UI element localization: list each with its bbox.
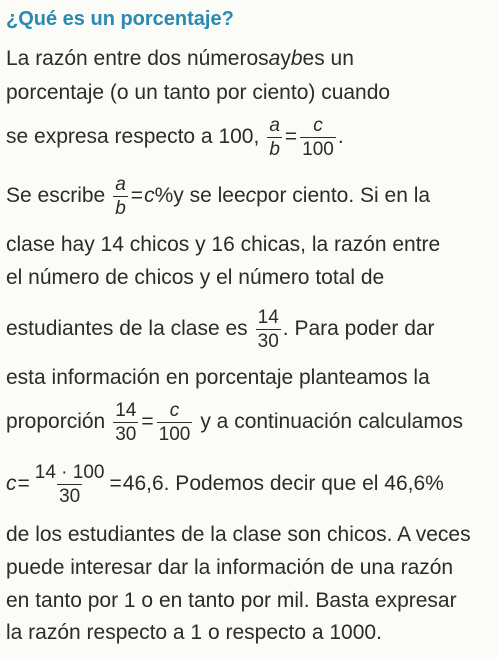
var-a: a — [268, 47, 281, 70]
text-line-6: el número de chicos y el número total de — [6, 266, 385, 289]
text-line-9: proporción $\frac{14}{30}$ = $\frac{c}{100}$ y a continuación calculamos — [6, 399, 463, 445]
fraction-a-over-b: $\frac{a}{b}$ — [269, 114, 280, 160]
text-line-7: estudiantes de la clase es $\frac{14}{30}$ . Para poder dar — [6, 306, 435, 352]
text-line-8: esta información en porcentaje planteamos la — [6, 366, 430, 389]
section-title: ¿Qué es un porcentaje? — [6, 8, 234, 30]
text: se expresa respecto a 100, — [6, 125, 260, 148]
fraction-c-over-100: $\frac{c}{100}$ — [302, 114, 334, 160]
text: es un — [302, 47, 354, 70]
text-line-3: se expresa respecto a 100, $\frac{a}{b}$ = $\frac{c}{100}$ . — [6, 114, 344, 160]
text-line-1 — [6, 46, 354, 72]
fraction-14-over-30: $\frac{14}{30}$ — [257, 306, 279, 352]
text-line-2: porcentaje (o un tanto por ciento) cuando — [6, 81, 391, 104]
text-line-13: en tanto por 1 o en tanto por mil. Basta expresar — [6, 589, 457, 612]
text-line-4: Se escribe $\frac{a}{b}$ = c % y se lee c por ciento. Si en la — [6, 173, 431, 219]
text: Se escribe — [6, 184, 106, 207]
var-b: b — [290, 47, 303, 70]
fraction-a-over-b: $\frac{a}{b}$ — [115, 173, 126, 219]
text: La razón entre dos números — [6, 47, 269, 70]
text: y — [280, 47, 291, 70]
text-line-14: la razón respecto a 1 o respecto a 1000. — [6, 621, 382, 644]
text-line-5: clase hay 14 chicos y 16 chicas, la razón entre — [6, 233, 441, 256]
fraction-1400-over-30: $\frac{14 \cdot 100}{30}$ — [34, 461, 105, 507]
fraction-c-over-100: $\frac{c}{100}$ — [158, 399, 191, 445]
fraction-14-over-30: $\frac{14}{30}$ — [115, 399, 137, 445]
text-line-11: de los estudiantes de la clase son chicos. A veces — [6, 523, 471, 546]
text-line-12: puede interesar dar la información de una razón — [6, 556, 454, 579]
text-line-10: c = $\frac{14 \cdot 100}{30}$ = 46,6 . Podemos decir que el 46,6% — [6, 461, 444, 507]
